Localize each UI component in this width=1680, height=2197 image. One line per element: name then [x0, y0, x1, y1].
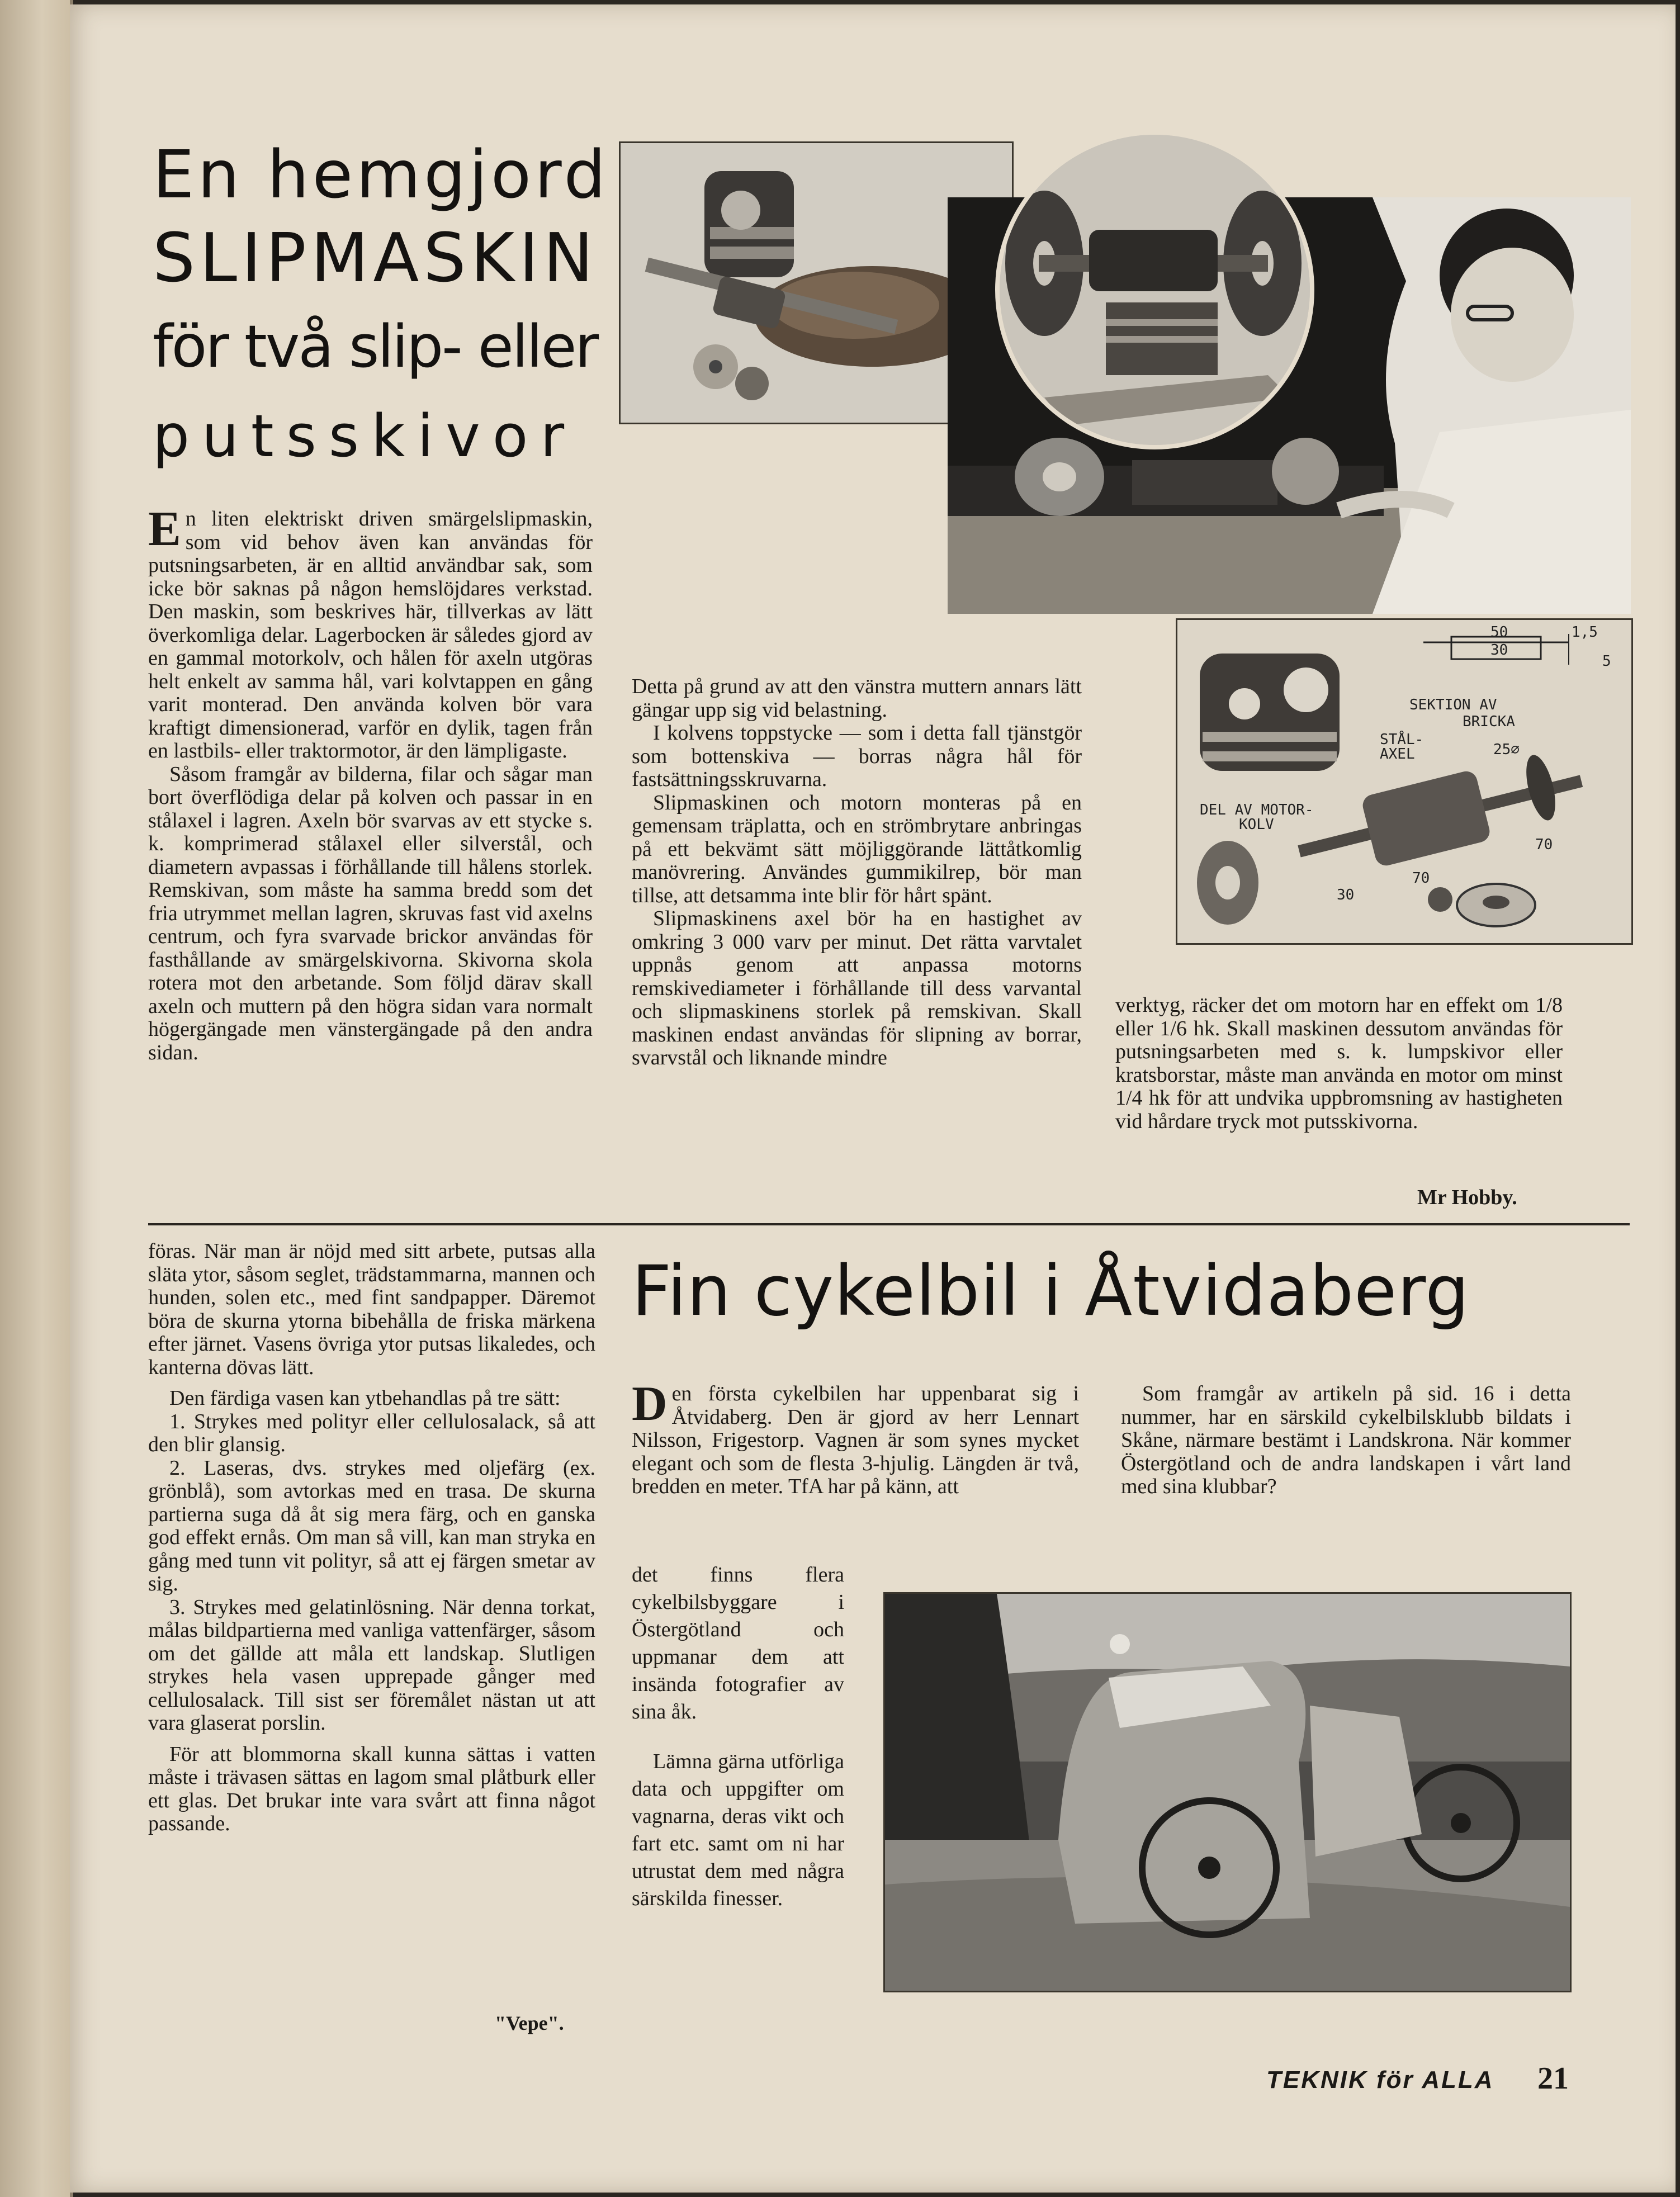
prev-article-paragraph1: föras. När man är nöjd med sitt arbete, putsas alla släta ytor, såsom seglet, trädstammarna, mannen och hunden, solen etc., med fint sandpapper. Däremot böra de skurna ytorna bibehålla de friska märkena efter järnet. Vasens övriga ytor putsas likaledes, och kanterna dövas lätt. — [148, 1239, 595, 1379]
prev-article-paragraph6: För att blommorna skall kunna sättas i vatten måste i trävasen sättas en lagom smal plåtburk eller ett glas. Det brukar inte vara svårt att finna något passande. — [148, 1742, 595, 1835]
diagram-label-stal: STÅL- — [1380, 731, 1424, 748]
diagram-dim-70a: 70 — [1535, 836, 1553, 853]
diagram-label-del: DEL AV MOTOR- — [1200, 802, 1314, 818]
article1-paragraph2: Såsom framgår av bilderna, filar och sågar man bort överflödiga delar på kolven och passar in en stålaxel i lagren. Axeln bör svarvas av ett stycke s. k. komprimerad stålaxel eller silverstål, och diametern avpassas i förhållande till hålens storlek. Remskivan, som måste ha samma bredd som det fria utrymmet mellan lagren, skruvas fast vid axelns centrum, och fyra svarvade brickor användas för fasthållande av smärgelskivorna. Skivorna skola rotera mot den arbetande. Som följd därav skall axeln och muttern på den högra sidan vara normalt högergängade men vänstergängade på den andra sidan. — [148, 762, 593, 1064]
diagram-dim-30: 30 — [1490, 642, 1508, 659]
photo-cycle-car — [883, 1592, 1572, 1992]
article2-col2-paragraph: Som framgår av artikeln på sid. 16 i detta nummer, har en särskild cykelbilsklubb bildats i Skåne, närmare bestämt i Landskrona. När kommer Östergötland och de andra landskapen i vårt land med sina klubbar? — [1121, 1382, 1571, 1498]
article1-dropcap: E — [148, 502, 181, 556]
diagram-label-axel: AXEL — [1380, 746, 1415, 763]
article1-column3 — [1115, 994, 1563, 1133]
prev-article-paragraph5: 3. Strykes med gelatinlösning. När denna torkat, målas bildpartierna med vanliga vattenfärger, såsom om det gällde att måla ett landskap. Slutligen strykes hela vasen upprepade gånger med cellulosalack. Till sist ser föremålet nästan ut att vara glaserat porslin. — [148, 1595, 595, 1735]
article1-title-line4: putsskivor — [153, 402, 577, 470]
article1-column2 — [632, 675, 1082, 1070]
diagram-label-bricka: BRICKA — [1463, 713, 1515, 730]
article2-title: Fin cykelbil i Åtvidaberg — [632, 1251, 1470, 1332]
article2-paragraph1: en första cykelbilen har uppenbarat sig i Åtvidaberg. Den är gjord av herr Lennart Nilsson, Frigestorp. Vagnen är som synes mycket elegant och som de flesta 3-hjulig. Längden är två, bredden en meter. TfA har på känn, att — [632, 1382, 1079, 1498]
magazine-page — [70, 4, 1676, 2193]
article1-col2-paragraph3: Slipmaskinen och motorn monteras på en gemensam träplatta, och en strömbrytare anbringas på ett bekvämt sätt möjliggörande lättåtkomlig manövrering. Användes gummikilrep, bör man tillse, att detsamma inte blir för hårt spänt. — [632, 790, 1082, 907]
prev-article-column — [148, 1240, 595, 1836]
prev-article-paragraph3: 1. Strykes med polityr eller cellulosalack, så att den blir glansig. — [148, 1409, 595, 1456]
article1-paragraph1: n liten elektriskt driven smärgelslipmaskin, som vid behov även kan användas för putsningsarbeten, är en alltid användbar sak, som icke bör saknas på någon hemslöjdares verkstad. Den maskin, som beskrives här, tillverkas av lätt överkomliga delar. Lagerbocken är således gjord av en gammal motorkolv, och hålen för axeln utgöras helt enkelt av samma hål, vari kolvtappen en gång varit monterad. Den använda kolven bör vara kraftigt dimensionerad, varför en dylik, tagen från en lastbils- eller traktormotor, är den lämpligaste. — [148, 507, 593, 763]
diagram-label-sektion: SEKTION AV — [1409, 697, 1497, 713]
diagram-dim-30b: 30 — [1337, 887, 1355, 903]
diagram-dim-15: 1,5 — [1572, 624, 1598, 641]
prev-article-paragraph2: Den färdiga vasen kan ytbehandlas på tre sätt: — [169, 1386, 561, 1410]
article1-title-line1: En hemgjord — [153, 136, 609, 213]
prev-article-paragraph4: 2. Laseras, dvs. strykes med oljefärg (ex. grönblå), som avtorkas med en trasa. De skurna partierna suga då åt sig mera färg, och en ganska god effekt ernås. Om man så vill, kan man stryka en gång med tunn vit polityr, så att ej färgen smetar av sig. — [148, 1456, 595, 1595]
article2-paragraph1-cont: det finns flera cykelbilsbyggare i Östergötland och uppmanar dem att insända fotografier av sina åk. — [632, 1563, 844, 1723]
prev-article-signature: "Vepe". — [495, 2012, 564, 2034]
article1-col2-paragraph4: Slipmaskinens axel bör ha en hastighet av omkring 3 000 varv per minut. Det rätta varvtalet uppnås genom att anpassa motorns remskivediameter i förhållande till dess varvantal och slipmaskinens storlek på remskivan. Skall maskinen endast användas för slipning av borrar, svarvstål och liknande mindre — [632, 907, 1082, 1069]
diagram-dim-70b: 70 — [1412, 870, 1430, 887]
article2-dropcap: D — [632, 1377, 668, 1431]
article1-col2-paragraph1: Detta på grund av att den vänstra muttern annars lätt gängar upp sig vid belastning. — [632, 675, 1082, 722]
diagram-parts-drawing — [1176, 618, 1633, 945]
page-number: 21 — [1537, 2061, 1569, 2096]
article1-column1 — [148, 502, 593, 1064]
article1-col3-paragraph1: verktyg, räcker det om motorn har en effekt om 1/8 eller 1/6 hk. Skall maskinen dessutom användas för putsningsarbeten med s. k. lumpskivor eller kratsborstar, måste man använda en motor om minst 1/4 hk för att undvika uppbromsning av hastigheten vid hårdare tryck mot putsskivorna. — [1115, 993, 1563, 1133]
article2-paragraph2: Lämna gärna utförliga data och uppgifter om vagnarna, deras vikt och fart etc. samt om ni har utrustat dem med några särskilda finesser. — [632, 1750, 844, 1910]
diagram-label-kolv: KOLV — [1239, 816, 1274, 833]
article1-col2-paragraph2: I kolvens toppstycke — som i detta fall tjänstgör som bottenskiva — borras några hål för fastsättningsskruvarna. — [632, 721, 1082, 791]
diagram-dim-50: 50 — [1490, 624, 1508, 641]
article1-title-line2: SLIPMASKIN — [153, 220, 598, 297]
article2-column1 — [632, 1377, 1079, 1499]
article1-signature: Mr Hobby. — [1417, 1186, 1517, 1209]
article2-narrow-column — [632, 1561, 844, 1912]
article1-title-line3: för två slip- eller — [153, 312, 598, 381]
photo-round-inset — [995, 130, 1314, 449]
diagram-label-dia25: 25⌀ — [1493, 741, 1520, 758]
diagram-dim-5: 5 — [1602, 653, 1611, 670]
section-divider — [148, 1223, 1630, 1225]
magazine-name: TEKNIK för ALLA — [1266, 2066, 1494, 2094]
previous-page-edge — [0, 0, 73, 2197]
article2-column2 — [1121, 1382, 1571, 1499]
